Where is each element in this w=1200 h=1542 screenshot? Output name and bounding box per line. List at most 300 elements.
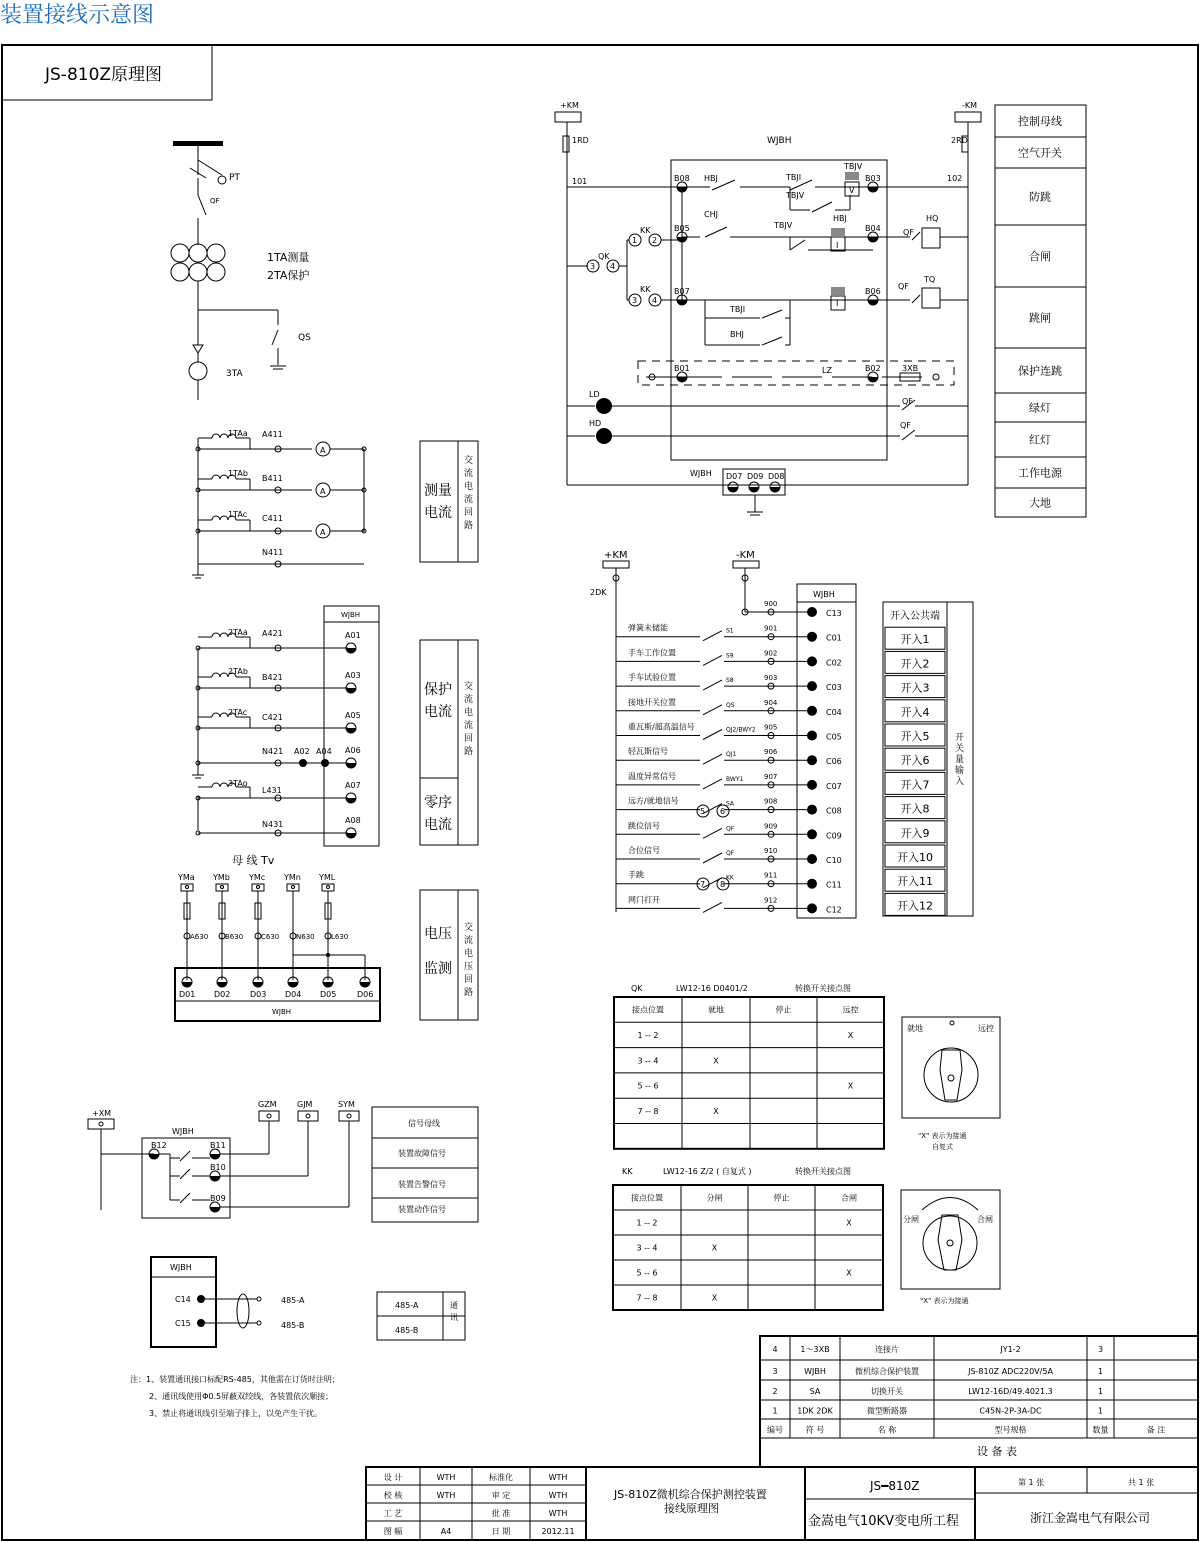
svg-text:C13: C13 [826, 609, 842, 618]
svg-text:批 准: 批 准 [491, 1509, 511, 1518]
svg-text:A: A [320, 487, 326, 496]
svg-text:工 艺: 工 艺 [383, 1509, 403, 1518]
svg-text:QS: QS [726, 701, 735, 709]
svg-text:YMb: YMb [213, 873, 230, 882]
legend-8: 工作电源 [1018, 466, 1062, 480]
svg-text:WTH: WTH [548, 1473, 568, 1482]
svg-text:D05: D05 [320, 990, 337, 999]
svg-text:1: 1 [1097, 1387, 1104, 1396]
svg-text:A421: A421 [262, 629, 283, 638]
svg-text:自复式: 自复式 [932, 1143, 953, 1151]
svg-text:-KM: -KM [962, 101, 978, 110]
svg-text:就地: 就地 [708, 1005, 724, 1015]
svg-text:转换开关接点图: 转换开关接点图 [795, 1167, 851, 1176]
svg-text:KK: KK [640, 285, 651, 294]
svg-text:D04: D04 [285, 990, 302, 999]
signal-output [88, 1100, 478, 1222]
svg-text:A: A [320, 528, 326, 537]
svg-text:QF: QF [903, 228, 914, 237]
svg-text:TQ: TQ [924, 275, 936, 284]
svg-text:HBJ: HBJ [833, 214, 847, 223]
svg-text:HQ: HQ [926, 214, 939, 223]
svg-text:3TAo: 3TAo [228, 779, 248, 788]
svg-text:接点位置: 接点位置 [631, 1193, 663, 1203]
svg-text:浙江金嵩电气有限公司: 浙江金嵩电气有限公司 [1030, 1511, 1151, 1525]
legend-0: 控制母线 [1018, 115, 1062, 128]
svg-text:7: 7 [700, 880, 706, 889]
svg-text:D01: D01 [179, 990, 196, 999]
svg-text:C03: C03 [826, 683, 842, 693]
svg-text:485-B: 485-B [281, 1321, 305, 1330]
di-group-label: 开关量输入 [955, 733, 965, 787]
page-title: 装置接线示意图 [0, 3, 155, 28]
svg-text:X: X [713, 1106, 719, 1116]
svg-text:4: 4 [610, 262, 616, 271]
svg-text:B11: B11 [210, 1141, 226, 1150]
svg-text:开入8: 开入8 [900, 802, 930, 816]
protection-current-loop [192, 606, 478, 846]
svg-text:开入公共端: 开入公共端 [890, 611, 940, 622]
svg-text:TBJI: TBJI [786, 173, 802, 182]
svg-text:X: X [846, 1268, 852, 1278]
svg-text:"X" 表示为接通: "X" 表示为接通 [920, 1297, 969, 1305]
svg-text:2012.11: 2012.11 [541, 1527, 575, 1536]
svg-text:零序: 零序 [424, 795, 452, 811]
svg-text:WJBH: WJBH [341, 611, 361, 619]
svg-text:开入3: 开入3 [900, 681, 930, 695]
svg-text:2DK: 2DK [590, 588, 607, 597]
svg-text:QS: QS [298, 333, 311, 343]
svg-text:N431: N431 [262, 820, 284, 829]
svg-text:5 -- 6: 5 -- 6 [636, 1268, 658, 1278]
svg-text:A630: A630 [190, 933, 209, 941]
svg-text:QF: QF [900, 421, 911, 430]
svg-text:485-A: 485-A [395, 1301, 419, 1310]
svg-text:1 -- 2: 1 -- 2 [636, 1218, 658, 1228]
di-signal-7: 远方/就地信号 [628, 796, 679, 806]
svg-text:电压: 电压 [424, 926, 452, 942]
svg-text:D09: D09 [747, 472, 764, 481]
svg-text:A04: A04 [316, 747, 332, 756]
svg-text:QF: QF [902, 397, 913, 406]
svg-text:GZM: GZM [258, 1100, 277, 1109]
svg-text:金嵩电气10KV变电所工程: 金嵩电气10KV变电所工程 [808, 1514, 959, 1529]
svg-text:转换开关接点图: 转换开关接点图 [795, 984, 851, 993]
svg-text:2TAc: 2TAc [228, 708, 248, 717]
ac-current-loop-label: 交流电流回路 [464, 456, 474, 531]
svg-text:备 注: 备 注 [1146, 1425, 1166, 1435]
svg-text:QJ2/BWY2: QJ2/BWY2 [726, 726, 756, 734]
svg-text:A411: A411 [262, 430, 283, 439]
svg-text:编号: 编号 [767, 1425, 783, 1435]
svg-text:C630: C630 [261, 933, 280, 941]
title-block [366, 1467, 1198, 1540]
svg-text:"X" 表示为接通: "X" 表示为接通 [918, 1132, 967, 1140]
svg-text:KK: KK [726, 874, 734, 882]
svg-text:C12: C12 [826, 905, 842, 915]
svg-text:远控: 远控 [842, 1005, 859, 1015]
svg-text:C04: C04 [826, 707, 842, 717]
svg-text:3TA: 3TA [226, 369, 243, 379]
svg-text:3 -- 4: 3 -- 4 [636, 1243, 658, 1253]
di-signal-3: 接地开关位置 [628, 697, 676, 707]
svg-text:2: 2 [652, 236, 658, 245]
svg-text:I: I [836, 299, 839, 308]
svg-text:+KM: +KM [604, 550, 628, 561]
svg-text:3: 3 [1097, 1345, 1104, 1354]
svg-text:A: A [320, 446, 326, 455]
svg-text:D06: D06 [357, 990, 374, 999]
svg-text:JS-810Z ADC220V/5A: JS-810Z ADC220V/5A [968, 1367, 1053, 1376]
svg-text:B06: B06 [865, 287, 881, 296]
svg-text:开入10: 开入10 [897, 851, 933, 864]
svg-text:开入2: 开入2 [900, 657, 930, 671]
svg-text:D08: D08 [768, 472, 785, 481]
svg-text:LZ: LZ [822, 366, 832, 375]
ac-voltage-loop-label: 交流电压回路 [464, 923, 474, 998]
svg-text:X: X [713, 1056, 719, 1066]
svg-text:连接片: 连接片 [875, 1345, 899, 1354]
svg-text:900: 900 [764, 600, 778, 608]
kk-table-block [613, 1166, 1000, 1310]
svg-text:901: 901 [764, 624, 778, 633]
svg-text:A07: A07 [345, 781, 361, 790]
legend-5: 保护连跳 [1018, 364, 1062, 378]
svg-text:C15: C15 [175, 1319, 191, 1328]
svg-text:分闸: 分闸 [706, 1193, 723, 1203]
svg-text:装置告警信号: 装置告警信号 [398, 1180, 446, 1189]
svg-text:SA: SA [809, 1387, 821, 1396]
svg-text:接线原理图: 接线原理图 [664, 1502, 719, 1515]
svg-text:485-B: 485-B [395, 1326, 419, 1335]
svg-text:A01: A01 [345, 631, 361, 640]
svg-text:903: 903 [764, 674, 778, 683]
svg-text:3XB: 3XB [902, 364, 919, 373]
svg-text:LD: LD [589, 390, 600, 399]
svg-text:907: 907 [764, 772, 778, 781]
svg-text:6: 6 [720, 807, 726, 816]
svg-text:B05: B05 [674, 224, 690, 233]
svg-text:JY1-2: JY1-2 [1000, 1345, 1021, 1354]
note-2: 2、通讯线使用Φ0.5屏蔽双绞线，各装置依次顺接； [149, 1392, 334, 1401]
svg-text:C14: C14 [175, 1295, 191, 1304]
svg-text:N421: N421 [262, 747, 284, 756]
svg-text:I: I [836, 241, 839, 250]
svg-text:保护: 保护 [424, 682, 452, 698]
svg-text:WTH: WTH [436, 1491, 456, 1500]
svg-text:A05: A05 [345, 711, 361, 720]
svg-text:3: 3 [632, 296, 638, 305]
svg-text:L630: L630 [331, 933, 349, 941]
di-signal-5: 轻瓦斯信号 [628, 747, 668, 757]
comm-title: 通讯 [450, 1301, 458, 1322]
svg-text:4: 4 [652, 296, 658, 305]
legend-3: 合闸 [1029, 250, 1051, 263]
legend-1: 空气开关 [1018, 146, 1062, 160]
svg-text:电流: 电流 [424, 817, 452, 833]
svg-text:2RD: 2RD [951, 136, 968, 145]
svg-text:WJBH: WJBH [172, 1127, 194, 1136]
svg-text:WTH: WTH [436, 1473, 456, 1482]
svg-text:QF: QF [898, 282, 909, 291]
svg-text:904: 904 [764, 698, 778, 707]
svg-text:1: 1 [632, 236, 638, 245]
svg-text:908: 908 [764, 797, 778, 806]
svg-text:D07: D07 [726, 472, 743, 481]
svg-text:1RD: 1RD [572, 136, 589, 145]
svg-text:A02: A02 [294, 747, 310, 756]
svg-text:开入9: 开入9 [900, 826, 930, 840]
svg-text:SYM: SYM [338, 1100, 355, 1109]
svg-text:BWY1: BWY1 [726, 775, 744, 783]
svg-text:D03: D03 [250, 990, 267, 999]
svg-text:装置故障信号: 装置故障信号 [398, 1149, 446, 1158]
svg-text:YML: YML [319, 873, 336, 882]
svg-text:A06: A06 [345, 746, 361, 755]
svg-text:B09: B09 [210, 1194, 226, 1203]
svg-text:装置动作信号: 装置动作信号 [398, 1205, 446, 1214]
svg-text:B02: B02 [865, 364, 881, 373]
svg-text:B07: B07 [674, 287, 690, 296]
svg-text:WJBH: WJBH [804, 1367, 826, 1376]
di-signal-4: 重瓦斯/超高温信号 [628, 722, 695, 732]
svg-text:A08: A08 [345, 816, 361, 825]
svg-text:2: 2 [772, 1387, 778, 1396]
svg-text:YMa: YMa [178, 873, 195, 882]
svg-text:WJBH: WJBH [170, 1263, 192, 1272]
svg-text:SA: SA [726, 800, 735, 808]
di-signal-2: 手车试验位置 [628, 673, 676, 683]
svg-text:停止: 停止 [775, 1005, 792, 1015]
svg-text:3 -- 4: 3 -- 4 [637, 1056, 659, 1066]
svg-text:WJBH: WJBH [690, 469, 712, 478]
svg-text:906: 906 [764, 748, 778, 757]
svg-text:1DK 2DK: 1DK 2DK [797, 1406, 833, 1416]
svg-text:7 -- 8: 7 -- 8 [637, 1106, 659, 1116]
svg-text:B08: B08 [674, 174, 690, 183]
svg-text:B10: B10 [210, 1163, 226, 1172]
svg-text:TBJI: TBJI [730, 305, 746, 314]
drawing-frame [2, 45, 1198, 1540]
svg-text:1 -- 2: 1 -- 2 [637, 1030, 659, 1040]
svg-text:B03: B03 [865, 174, 881, 183]
qk-table-block [614, 983, 1000, 1151]
legend-9: 大地 [1029, 496, 1051, 510]
svg-text:QJ1: QJ1 [726, 751, 737, 759]
svg-text:CHJ: CHJ [704, 210, 718, 219]
svg-text:TBJV: TBJV [774, 221, 793, 230]
svg-text:图 幅: 图 幅 [383, 1527, 403, 1536]
svg-text:GJM: GJM [297, 1100, 313, 1109]
svg-text:WTH: WTH [548, 1509, 568, 1518]
equipment-table [760, 1336, 1198, 1467]
svg-text:B12: B12 [151, 1141, 167, 1150]
svg-text:PT: PT [229, 173, 240, 183]
svg-text:开入7: 开入7 [900, 778, 930, 792]
svg-text:QF: QF [726, 825, 735, 833]
svg-text:101: 101 [572, 177, 588, 186]
ac-current-loop-label: 交流电流回路 [464, 682, 474, 757]
svg-text:就地: 就地 [907, 1024, 923, 1033]
svg-text:C05: C05 [826, 732, 842, 742]
svg-text:B630: B630 [225, 933, 244, 941]
svg-text:C09: C09 [826, 831, 842, 841]
di-signal-10: 手跳 [628, 870, 644, 880]
svg-text:B04: B04 [865, 224, 881, 233]
control-circuit [555, 101, 1086, 517]
svg-text:设 计: 设 计 [383, 1473, 403, 1482]
svg-text:C10: C10 [826, 856, 842, 865]
svg-text:L431: L431 [262, 786, 282, 795]
svg-text:符 号: 符 号 [805, 1425, 825, 1435]
svg-text:LW12-16 Z/2 ( 自复式 ): LW12-16 Z/2 ( 自复式 ) [663, 1167, 752, 1176]
svg-text:1: 1 [1097, 1367, 1104, 1376]
svg-text:JS-810Z微机综合保护测控装置: JS-810Z微机综合保护测控装置 [614, 1488, 767, 1501]
svg-text:X: X [711, 1293, 718, 1303]
svg-text:KK: KK [622, 1167, 633, 1176]
pt-symbol [218, 176, 226, 184]
svg-text:LW12-16D/49.4021.3: LW12-16D/49.4021.3 [968, 1387, 1053, 1396]
drawing-title: JS-810Z原理图 [45, 65, 163, 85]
svg-text:1: 1 [772, 1406, 778, 1416]
svg-text:B411: B411 [262, 474, 283, 483]
svg-text:2TA保护: 2TA保护 [267, 269, 310, 282]
busbar [173, 141, 223, 146]
svg-text:C08: C08 [826, 806, 842, 816]
legend-7: 红灯 [1029, 433, 1051, 447]
svg-text:909: 909 [764, 822, 778, 831]
svg-text:接点位置: 接点位置 [632, 1005, 664, 1015]
svg-text:V: V [849, 186, 855, 195]
svg-text:开入11: 开入11 [897, 875, 933, 889]
svg-text:监测: 监测 [424, 961, 452, 977]
svg-text:C06: C06 [826, 757, 842, 767]
svg-text:校 核: 校 核 [383, 1491, 403, 1500]
svg-text:X: X [847, 1081, 854, 1091]
svg-text:2TAa: 2TAa [228, 628, 248, 637]
note-1: 注：1、装置通讯接口标配RS-485，其他需在订货时注明； [130, 1375, 340, 1384]
svg-text:WJBH: WJBH [767, 136, 792, 146]
svg-text:1TAb: 1TAb [228, 469, 248, 478]
svg-text:5 -- 6: 5 -- 6 [637, 1081, 659, 1091]
svg-text:切换开关: 切换开关 [871, 1387, 903, 1396]
svg-text:QK: QK [598, 252, 610, 261]
svg-text:设 备 表: 设 备 表 [977, 1445, 1017, 1458]
svg-text:型号规格: 型号规格 [994, 1425, 1027, 1435]
di-signal-1: 手车工作位置 [628, 648, 676, 658]
svg-text:日 期: 日 期 [491, 1527, 511, 1536]
svg-text:开入4: 开入4 [900, 705, 930, 719]
svg-text:-KM: -KM [736, 550, 755, 561]
note-3: 3、禁止将通讯线引至端子排上，以免产生干扰。 [149, 1409, 323, 1418]
svg-text:1TAc: 1TAc [228, 510, 248, 519]
svg-text:开入12: 开入12 [897, 899, 933, 913]
svg-text:S9: S9 [726, 652, 734, 660]
svg-text:开入5: 开入5 [900, 730, 930, 743]
svg-text:TBJV: TBJV [786, 191, 805, 200]
svg-text:JS━810Z: JS━810Z [870, 1479, 920, 1493]
svg-text:912: 912 [764, 896, 778, 905]
di-signal-6: 温度异常信号 [628, 771, 676, 781]
svg-text:分闸: 分闸 [903, 1215, 919, 1224]
svg-text:A4: A4 [440, 1527, 452, 1536]
svg-text:C45N-2P-3A-DC: C45N-2P-3A-DC [979, 1406, 1042, 1416]
di-signal-9: 合位信号 [628, 846, 660, 855]
svg-text:S8: S8 [726, 677, 734, 685]
svg-text:1～3XB: 1～3XB [800, 1345, 830, 1354]
svg-text:TBJV: TBJV [844, 162, 863, 171]
svg-text:910: 910 [764, 847, 778, 855]
svg-text:母 线 Tv: 母 线 Tv [232, 854, 275, 867]
svg-text:WTH: WTH [548, 1491, 568, 1500]
svg-text:微机综合保护装置: 微机综合保护装置 [855, 1367, 919, 1376]
svg-text:YMn: YMn [284, 873, 301, 882]
primary-one-line [171, 141, 311, 400]
svg-text:LW12-16 D0401/2: LW12-16 D0401/2 [676, 984, 748, 993]
svg-text:开入1: 开入1 [900, 633, 930, 647]
svg-text:X: X [847, 1030, 854, 1040]
svg-text:审 定: 审 定 [491, 1491, 511, 1500]
svg-text:电流: 电流 [424, 704, 452, 720]
svg-text:+KM: +KM [560, 101, 579, 110]
svg-text:B421: B421 [262, 673, 283, 682]
di-signal-0: 弹簧未储能 [628, 623, 668, 633]
svg-text:B01: B01 [674, 364, 690, 373]
legend-6: 绿灯 [1029, 401, 1051, 415]
di-signal-8: 跳位信号 [628, 821, 660, 831]
svg-text:信号母线: 信号母线 [408, 1119, 440, 1128]
svg-text:开入6: 开入6 [900, 754, 930, 768]
svg-text:C421: C421 [262, 713, 283, 722]
svg-text:数量: 数量 [1092, 1425, 1109, 1435]
svg-text:远控: 远控 [978, 1024, 994, 1033]
svg-text:QK: QK [631, 984, 643, 993]
communication [151, 1257, 465, 1347]
svg-text:HBJ: HBJ [704, 174, 718, 183]
voltage-monitor [175, 853, 478, 1021]
svg-text:X: X [846, 1218, 852, 1228]
di-signal-11: 网门打开 [628, 895, 660, 905]
svg-text:YMc: YMc [249, 873, 266, 882]
svg-text:名 称: 名 称 [877, 1425, 897, 1435]
legend-4: 跳闸 [1029, 311, 1051, 325]
svg-text:3: 3 [590, 262, 596, 271]
svg-text:905: 905 [764, 723, 778, 732]
svg-text:1TAa: 1TAa [228, 429, 248, 438]
svg-text:电流: 电流 [424, 505, 452, 521]
svg-text:合闸: 合闸 [977, 1215, 993, 1224]
svg-text:5: 5 [700, 807, 706, 816]
svg-text:停止: 停止 [773, 1193, 790, 1203]
svg-text:C07: C07 [826, 781, 842, 791]
legend-2: 防跳 [1029, 190, 1051, 204]
svg-text:911: 911 [764, 871, 778, 880]
svg-text:微型断路器: 微型断路器 [867, 1406, 907, 1416]
svg-text:102: 102 [947, 174, 963, 183]
svg-text:3: 3 [772, 1367, 778, 1376]
svg-text:KK: KK [640, 226, 651, 235]
svg-text:A03: A03 [345, 671, 361, 680]
svg-text:C01: C01 [826, 633, 842, 643]
svg-text:HD: HD [589, 419, 602, 428]
svg-text:4: 4 [772, 1345, 778, 1354]
svg-text:第 1 张: 第 1 张 [1018, 1478, 1045, 1487]
digital-input-circuit [590, 550, 973, 918]
svg-text:X: X [711, 1243, 718, 1253]
svg-text:合闸: 合闸 [841, 1193, 857, 1203]
svg-text:N630: N630 [296, 933, 315, 941]
svg-text:S1: S1 [726, 627, 734, 635]
